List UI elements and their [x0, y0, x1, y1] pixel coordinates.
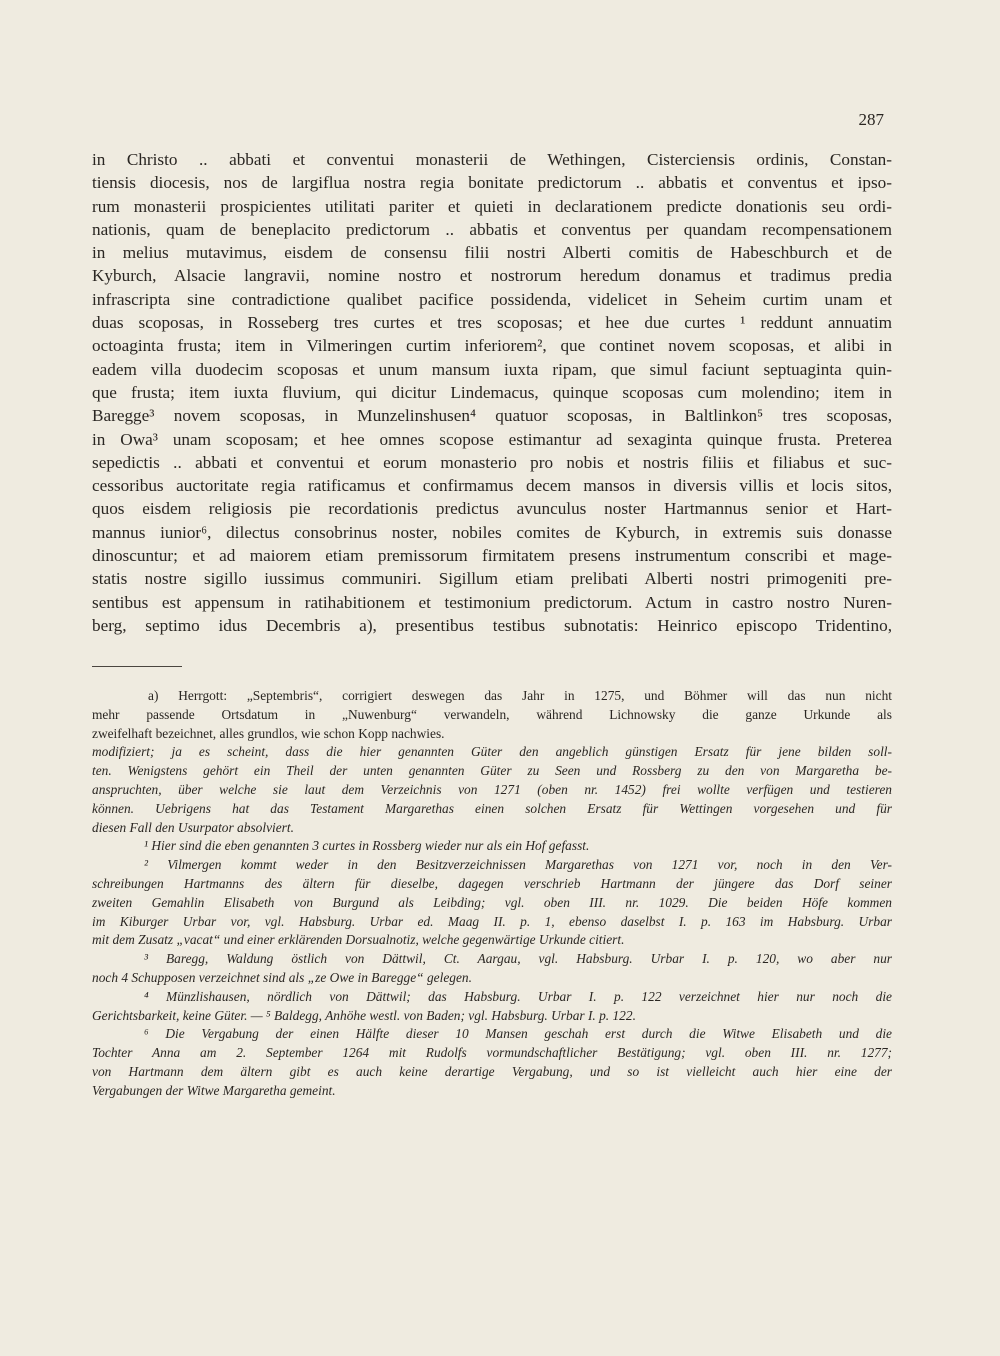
- footnote-line: von Hartmann dem ältern gibt es auch keine derartige Vergabung, und so ist vielleicht auch hier eine der: [92, 1063, 892, 1079]
- text-line: que frusta; item iuxta fluvium, qui dicitur Lindemacus, quinque scoposas cum molendino; item in: [92, 382, 892, 402]
- footnote-line: Gerichtsbarkeit, keine Güter. — ⁵ Baldegg, Anhöhe westl. von Baden; vgl. Habsburg. Urbar I. p. 122.: [92, 1007, 636, 1023]
- text-line: duas scoposas, in Rosseberg tres curtes et tres scoposas; et hee due curtes ¹ reddunt annuatim: [92, 313, 892, 333]
- footnote-line: ⁶ Die Vergabung der einen Hälfte dieser 10 Mansen geschah erst durch die Witwe Elisabeth und die: [144, 1026, 892, 1042]
- text-line: mannus iunior⁶, dilectus consobrinus noster, nobiles comites de Kyburch, in extremis suis donasse: [92, 522, 892, 542]
- footnote-line: ⁴ Münzlishausen, nördlich von Dättwil; das Habsburg. Urbar I. p. 122 verzeichnet hier nur noch die: [144, 988, 892, 1004]
- footnote-line: ¹ Hier sind die eben genannten 3 curtes in Rossberg wieder nur als ein Hof gefasst.: [144, 838, 590, 854]
- footnote-line: zweiten Gemahlin Elisabeth von Burgund als Leibding; vgl. oben III. nr. 1029. Die beiden Höfe kommen: [92, 894, 892, 910]
- footnote-line: a) Herrgott: „Septembris“, corrigiert deswegen das Jahr in 1275, und Böhmer will das nun nicht: [148, 688, 892, 703]
- footnote-line: im Kiburger Urbar vor, vgl. Habsburg. Urbar ed. Maag II. p. 1, ebenso daselbst I. p. 163 im Habsburg. Urbar: [92, 913, 892, 929]
- footnote-line: modifiziert; ja es scheint, dass die hier genannten Güter den angeblich günstigen Ersatz für jene bilden soll-: [92, 744, 892, 760]
- footnote-line: Vergabungen der Witwe Margaretha gemeint.: [92, 1082, 336, 1098]
- text-line: eadem villa duodecim scoposas et unum mansum iuxta ripam, que simul faciunt septuaginta quin-: [92, 359, 892, 379]
- text-line: tiensis diocesis, nos de largiflua nostra regia bonitate predictorum .. abbatis et conventus et ipso-: [92, 173, 892, 193]
- text-line: Kyburch, Alsacie langravii, nomine nostro et nostrorum heredum donamus et tradimus predia: [92, 266, 892, 286]
- footnote-line: mit dem Zusatz „vacat“ und einer erklärenden Dorsualnotiz, welche gegenwärtige Urkunde citiert.: [92, 932, 625, 948]
- footnote-line: ³ Baregg, Waldung östlich von Dättwil, Ct. Aargau, vgl. Habsburg. Urbar I. p. 120, wo aber nur: [144, 951, 892, 967]
- text-line: cessoribus auctoritate regia ratificamus et confirmamus decem mansos in diversis villis et locis sitos,: [92, 476, 892, 496]
- text-line: infrascripta sine contradictione qualibet pacifice possidenda, videlicet in Seheim curtim unam et: [92, 289, 892, 309]
- text-line: in Christo .. abbati et conventui monasterii de Wethingen, Cisterciensis ordinis, Constan-: [92, 150, 892, 169]
- text-line: berg, septimo idus Decembris a), presentibus testibus subnotatis: Heinrico episcopo Tridentino,: [92, 615, 892, 635]
- text-line: sentibus est appensum in ratihabitionem et testimonium predictorum. Actum in castro nostro Nuren-: [92, 592, 892, 612]
- text-line: octoaginta frusta; item in Vilmeringen curtim inferiorem², que continet novem scoposas, et alibi in: [92, 336, 892, 356]
- text-line: in Owa³ unam scoposam; et hee omnes scopose estimantur ad sexaginta quinque frusta. Preterea: [92, 429, 892, 449]
- footnote-line: noch 4 Schupposen verzeichnet sind als „ze Owe in Baregge“ gelegen.: [92, 969, 472, 985]
- footnote-line: mehr passende Ortsdatum in „Nuwenburg“ verwandeln, während Lichnowsky die ganze Urkunde als: [92, 706, 892, 722]
- text-line: nationis, quam de beneplacito predictorum .. abbatis et conventus per quandam recompensationem: [92, 219, 892, 239]
- text-line: statis nostre sigillo iussimus communiri. Sigillum etiam prelibati Alberti nostri primogeniti pre-: [92, 569, 892, 589]
- footnote-line: können. Uebrigens hat das Testament Margarethas einen solchen Ersatz für Wettingen vorgesehen und für: [92, 800, 892, 816]
- footnote-divider: [92, 666, 182, 667]
- text-line: quos eisdem religiosis pie recordationis predictus avunculus noster Hartmannus senior et Hart-: [92, 499, 892, 519]
- footnote-line: schreibungen Hartmanns des ältern für dieselbe, dagegen verschrieb Hartmann der jüngere das Dorf seiner: [92, 875, 892, 891]
- text-line: dinoscuntur; et ad maiorem etiam premissorum firmitatem presens instrumentum conscribi et mage-: [92, 546, 892, 566]
- footnotes: [92, 687, 892, 1101]
- footnote-line: Tochter Anna am 2. September 1264 mit Rudolfs vormundschaftlicher Bestätigung; vgl. oben III. nr. 1277;: [92, 1045, 892, 1061]
- footnote-line: anspruchten, über welche sie laut dem Verzeichnis von 1271 (oben nr. 1452) frei wollte verfügen und testieren: [92, 781, 892, 797]
- page-number: 287: [858, 110, 884, 129]
- text-line: in melius mutavimus, eisdem de consensu filii nostri Alberti comitis de Habeschburch et de: [92, 243, 892, 263]
- text-line: rum monasterii prospicientes utilitati pariter et quieti in declarationem predicte donationis seu ordi-: [92, 196, 892, 216]
- footnote-line: ² Vilmergen kommt weder in den Besitzverzeichnissen Margarethas von 1271 vor, noch in den Ver-: [144, 857, 892, 873]
- text-line: Baregge³ novem scoposas, in Munzelinshusen⁴ quatuor scoposas, in Baltlinkon⁵ tres scoposas,: [92, 406, 892, 426]
- main-text: [92, 148, 892, 637]
- text-line: sepedictis .. abbati et conventui et eorum monasterio pro nobis et nostris filiis et filiabus et suc-: [92, 452, 892, 472]
- footnote-line: zweifelhaft bezeichnet, alles grundlos, wie schon Kopp nachwies.: [92, 725, 445, 741]
- footnote-line: diesen Fall den Usurpator absolviert.: [92, 819, 294, 835]
- footnote-line: ten. Wenigstens gehört ein Theil der unten genannten Güter zu Seen und Rossberg zu den von Margaretha be-: [92, 763, 892, 779]
